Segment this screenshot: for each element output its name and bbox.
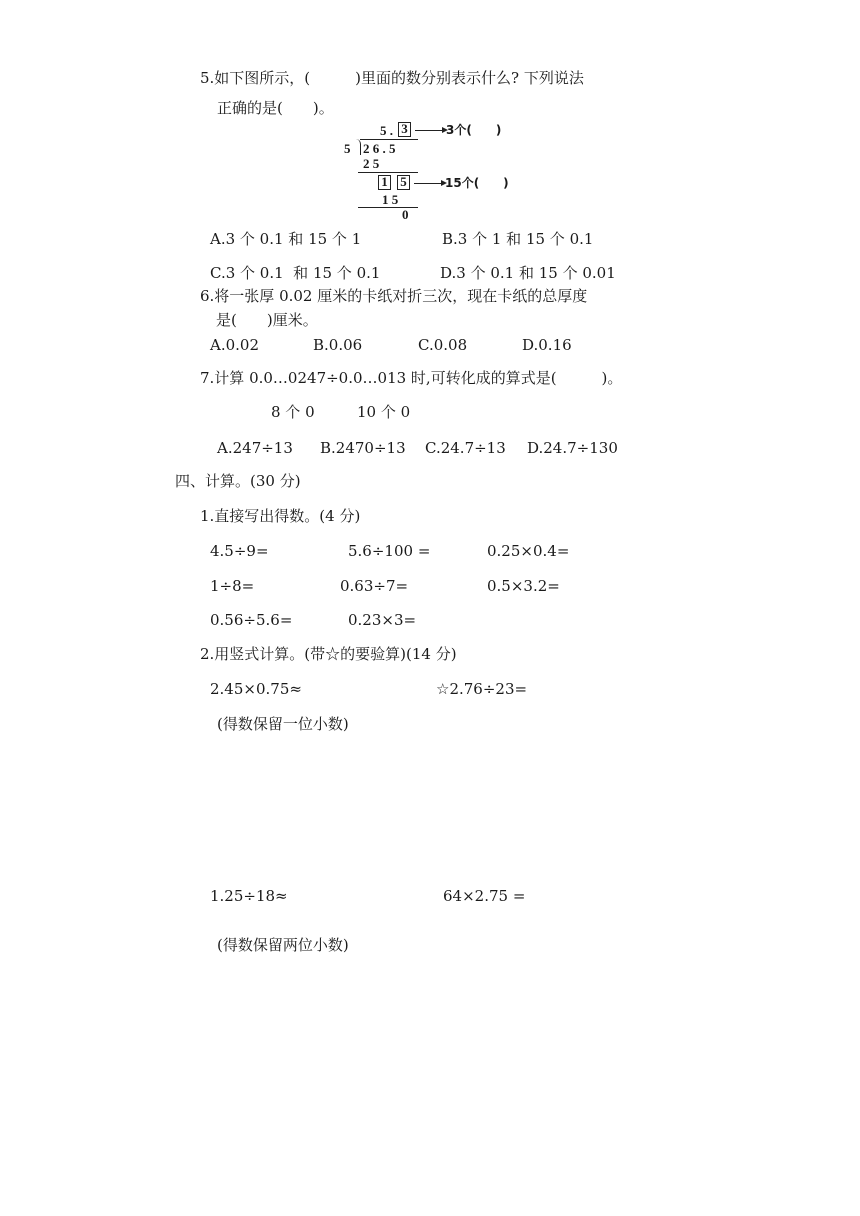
dividend: 2 6 . 5 (363, 141, 396, 156)
calc-r1-c3: 0.25×0.4= (487, 542, 570, 560)
vertical-calc-1: 2.45×0.75≈ (210, 680, 302, 698)
section4-title: 四、计算。(30 分) (175, 472, 301, 490)
q7-option-c: C.24.7÷13 (425, 439, 506, 457)
q7-stem: 7.计算 0.0…0247÷0.0…013 时,可转化成的算式是( )。 (200, 369, 623, 387)
vertical-calc-3: 1.25÷18≈ (210, 887, 288, 905)
step1-rule (358, 172, 418, 173)
diagram-label-1: 3个( ) (446, 123, 502, 137)
calc-r1-c2: 5.6÷100 = (348, 542, 431, 560)
remainder-box-1: 1 (378, 175, 391, 190)
q7-note-1: 8 个 0 (271, 403, 315, 421)
q6-stem-line1: 6.将一张厚 0.02 厘米的卡纸对折三次，现在卡纸的总厚度 (200, 287, 588, 305)
calc-r2-c1: 1÷8= (210, 577, 255, 595)
q7-option-d: D.24.7÷130 (527, 439, 618, 457)
q7-option-a: A.247÷13 (217, 439, 293, 457)
q6-option-a: A.0.02 (210, 336, 259, 354)
arrow-right-icon (414, 183, 442, 184)
quotient-integer: 5 . (380, 123, 393, 138)
calc-r3-c2: 0.23×3= (348, 611, 417, 629)
step1-subtract: 2 5 (363, 156, 380, 171)
q7-option-b: B.2470÷13 (320, 439, 406, 457)
vertical-calc-2: ☆2.76÷23= (436, 680, 528, 698)
rounding-note-1: (得数保留一位小数) (217, 715, 349, 733)
q5-stem-line1: 5.如下图所示，( )里面的数分别表示什么? 下列说法 (200, 69, 584, 87)
rounding-note-2: (得数保留两位小数) (217, 936, 349, 954)
division-bracket-curve (356, 139, 361, 155)
q6-option-c: C.0.08 (418, 336, 468, 354)
q5-option-b: B.3 个 1 和 15 个 0.1 (442, 230, 594, 248)
vertical-calc-4: 64×2.75 = (443, 887, 526, 905)
q6-option-d: D.0.16 (522, 336, 572, 354)
final-remainder: 0 (402, 207, 409, 222)
q6-option-b: B.0.06 (313, 336, 363, 354)
calc-r1-c1: 4.5÷9= (210, 542, 269, 560)
q5-stem-line2: 正确的是( )。 (217, 99, 334, 117)
q5-option-d: D.3 个 0.1 和 15 个 0.01 (440, 264, 616, 282)
q6-stem-line2: 是( )厘米。 (216, 311, 318, 329)
q7-note-2: 10 个 0 (357, 403, 411, 421)
part1-title: 1.直接写出得数。(4 分) (200, 507, 361, 525)
step2-subtract: 1 5 (382, 192, 399, 207)
division-bracket-top (360, 139, 418, 140)
part2-title: 2.用竖式计算。(带☆的要验算)(14 分) (200, 645, 457, 663)
calc-r3-c1: 0.56÷5.6= (210, 611, 293, 629)
calc-r2-c3: 0.5×3.2= (487, 577, 560, 595)
q5-option-c: C.3 个 0.1 和 15 个 0.1 (210, 264, 381, 282)
remainder-box-2: 5 (397, 175, 410, 190)
calc-r2-c2: 0.63÷7= (340, 577, 409, 595)
q5-option-a: A.3 个 0.1 和 15 个 1 (210, 230, 362, 248)
quotient-box-digit: 3 (398, 122, 411, 137)
step2-rule (358, 207, 418, 208)
divisor: 5 (344, 141, 351, 156)
arrow-right-icon (415, 130, 443, 131)
diagram-label-2: 15个( ) (445, 176, 509, 190)
